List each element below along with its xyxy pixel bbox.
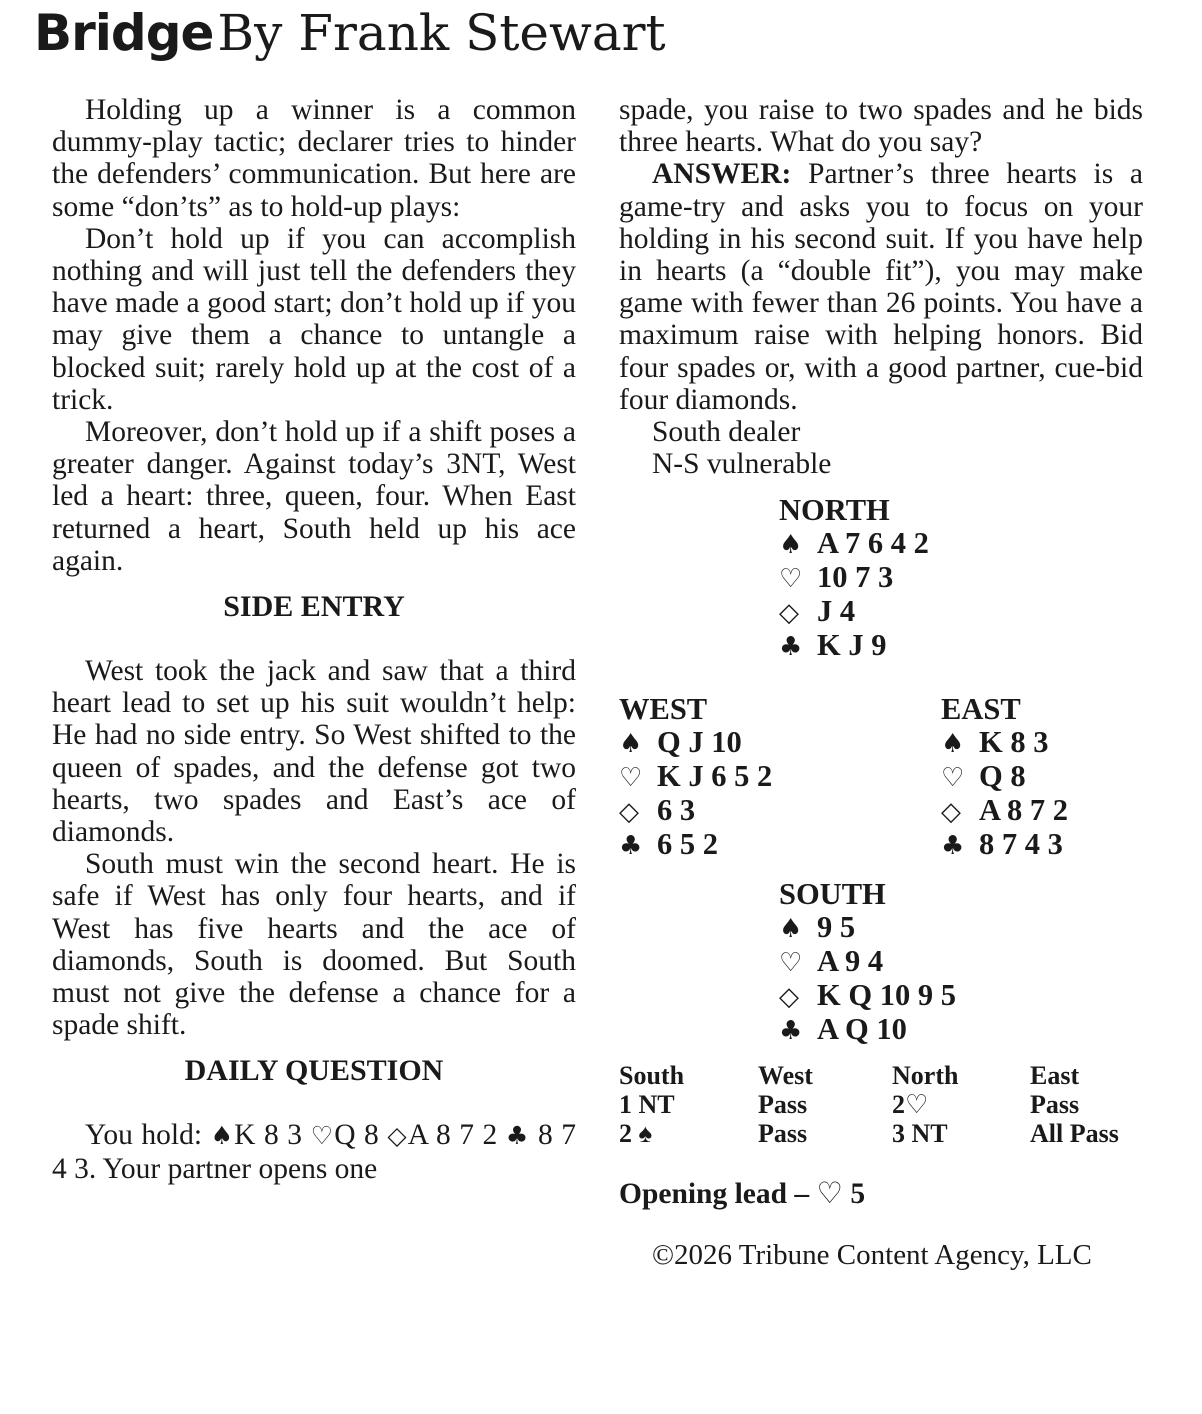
club-cards: 6 5 2 xyxy=(657,827,718,862)
heart-cards: 10 7 3 xyxy=(817,559,894,594)
answer-text: Partner’s three hearts is a game-try and asks you to focus on your holding in his second suit. If you have help in hearts (a “double fit”), you may make game with fewer than 26 points. You have a maximum raise with helping honors. Bid four spades or, with a good partner, cue-bid four diamonds. xyxy=(619,158,1144,416)
heart-icon: ♡ xyxy=(941,762,965,793)
paragraph: Don’t hold up if you can accomplish nothing and will just tell the defenders they have made a good start; don’t hold up if you may give them a chance to untangle a blocked suit; rarely hold up at the cost of a trick. xyxy=(52,222,576,416)
hand-name: NORTH xyxy=(779,493,890,528)
spade-cards: A 7 6 4 2 xyxy=(817,525,929,560)
heart-cards: K J 6 5 2 xyxy=(657,758,773,793)
heart-icon: ♡ xyxy=(779,947,803,978)
daily-question-text xyxy=(52,1119,576,1184)
spade-icon: ♠ xyxy=(941,728,965,759)
brand-title: Bridge xyxy=(34,4,214,62)
auction-header: South xyxy=(619,1061,685,1091)
copyright: ©2026 Tribune Content Agency, LLC xyxy=(652,1238,1092,1271)
auction-header-row xyxy=(619,1061,1119,1090)
hand-name: SOUTH xyxy=(779,877,886,912)
east-hand xyxy=(941,693,1068,862)
diamond-cards: J 4 xyxy=(817,594,856,629)
spade-icon: ♠ xyxy=(779,913,803,944)
question-hearts: Q 8 xyxy=(334,1119,379,1152)
question-clubs: 8 7 4 3 xyxy=(52,1119,577,1185)
paragraph: Moreover, don’t hold up if a shift poses a greater danger. Against today’s 3NT, West led a heart: three, queen, four. When East returned a heart, South held up his ace again. xyxy=(52,416,576,577)
auction-header: West xyxy=(758,1061,813,1091)
hand-name: EAST xyxy=(941,692,1021,727)
heart-icon: ♡ xyxy=(779,563,803,594)
diamond-icon: ◇ xyxy=(941,797,961,828)
north-hand xyxy=(779,494,1143,663)
heart-cards: A 9 4 xyxy=(817,943,884,978)
answer-paragraph xyxy=(619,158,1143,416)
diamond-cards: A 8 7 2 xyxy=(979,793,1068,828)
auction-bid: Pass xyxy=(758,1090,808,1120)
left-column xyxy=(52,94,576,1185)
auction-header: North xyxy=(892,1061,959,1091)
opening-lead-card: ♡ 5 xyxy=(816,1178,866,1211)
heart-icon: ♡ xyxy=(619,762,643,793)
diamond-cards: 6 3 xyxy=(657,793,696,828)
spade-cards: K 8 3 xyxy=(979,724,1049,759)
vulnerability: N-S vulnerable xyxy=(652,448,832,481)
south-hand xyxy=(779,878,1143,1047)
hand-name: WEST xyxy=(619,692,708,727)
auction-row xyxy=(619,1119,1119,1148)
subhead-side-entry: SIDE ENTRY xyxy=(223,590,405,624)
question-spades: K 8 3 xyxy=(234,1119,303,1152)
east-west-row xyxy=(619,693,1143,862)
spade-icon: ♠ xyxy=(210,1121,235,1151)
club-cards: K J 9 xyxy=(817,628,887,663)
club-icon: ♣ xyxy=(779,632,803,663)
auction-bid: 1 NT xyxy=(619,1090,675,1120)
paragraph: West took the jack and saw that a third heart lead to set up his suit wouldn’t help: He had no side entry. So West shifted to the queen of spades, and the defense got two hearts, two spades and East’s ace of diamonds. xyxy=(52,655,576,849)
diamond-icon: ◇ xyxy=(779,598,799,629)
spade-icon: ♠ xyxy=(779,529,803,560)
subhead-daily-question: DAILY QUESTION xyxy=(184,1054,444,1088)
byline: By Frank Stewart xyxy=(217,4,666,62)
paragraph: spade, you raise to two spades and he bids three hearts. What do you say? xyxy=(619,94,1143,159)
dealer: South dealer xyxy=(652,416,801,449)
club-icon: ♣ xyxy=(619,831,643,862)
right-column xyxy=(619,94,1143,1271)
club-cards: A Q 10 xyxy=(817,1012,907,1047)
question-lead-in: You hold: xyxy=(85,1119,203,1152)
diamond-cards: K Q 10 9 5 xyxy=(817,978,956,1013)
question-diamonds: A 8 7 2 xyxy=(407,1119,498,1152)
auction-bid: 3 NT xyxy=(892,1119,948,1149)
diamond-icon: ◇ xyxy=(619,797,639,828)
auction-bid: 2♡ xyxy=(892,1090,929,1120)
column-header xyxy=(34,4,666,62)
auction-bid: Pass xyxy=(1030,1090,1080,1120)
opening-lead-label: Opening lead – xyxy=(619,1178,810,1211)
auction-bid: Pass xyxy=(758,1119,808,1149)
heart-icon: ♡ xyxy=(310,1121,335,1151)
club-cards: 8 7 4 3 xyxy=(979,827,1063,862)
opening-lead xyxy=(619,1178,1143,1210)
question-tail: . Your partner opens one xyxy=(88,1152,378,1185)
paragraph: South must win the second heart. He is safe if West has only four hearts, and if West has five hearts and the ace of diamonds, South is doomed. But South must not give the defense a chance for a spade shift. xyxy=(52,848,576,1042)
diamond-icon: ◇ xyxy=(779,982,799,1013)
club-icon: ♣ xyxy=(941,831,965,862)
auction-bid: 2 ♠ xyxy=(619,1119,653,1149)
auction-header: East xyxy=(1030,1061,1080,1091)
answer-label: ANSWER: xyxy=(652,158,792,191)
auction-table xyxy=(619,1061,1143,1148)
diamond-icon: ◇ xyxy=(387,1121,408,1151)
spade-cards: Q J 10 xyxy=(657,724,742,759)
paragraph: Holding up a winner is a common dummy-play tactic; declarer tries to hinder the defenders’ communication. But here are some “don’ts” as to hold-up plays: xyxy=(52,94,576,223)
west-hand xyxy=(619,693,941,862)
club-icon: ♣ xyxy=(505,1121,530,1151)
club-icon: ♣ xyxy=(779,1016,803,1047)
auction-bid: All Pass xyxy=(1030,1119,1119,1149)
spade-icon: ♠ xyxy=(619,728,643,759)
heart-cards: Q 8 xyxy=(979,758,1026,793)
auction-row xyxy=(619,1090,1119,1119)
spade-cards: 9 5 xyxy=(817,909,856,944)
